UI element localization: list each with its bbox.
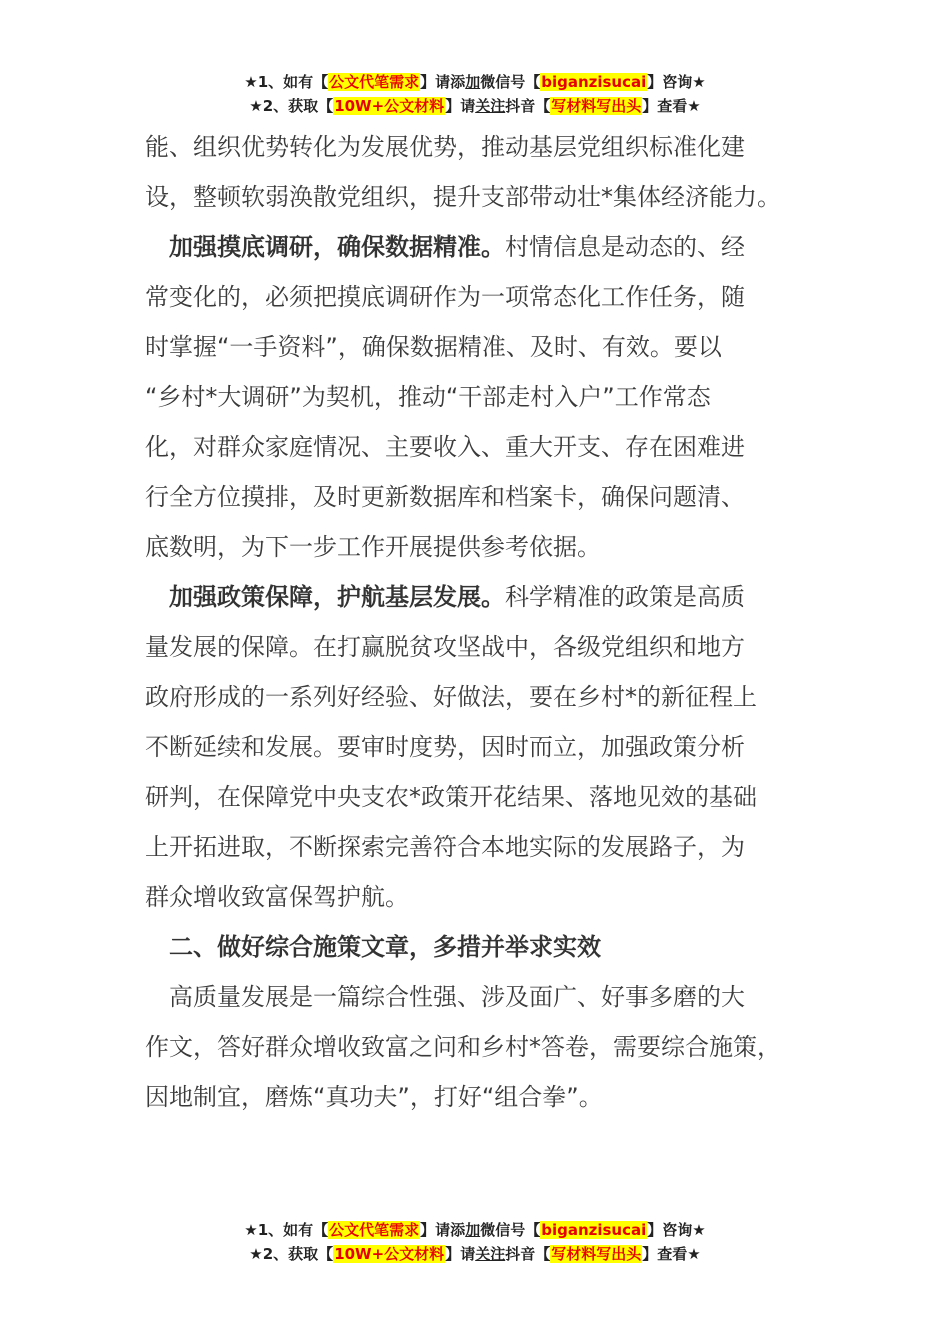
text-line: 不断延续和发展。要审时度势，因时而立，加强政策分析 — [145, 733, 745, 761]
paragraph-1 — [145, 122, 810, 222]
highlight-douyin: 写材料写出头 — [551, 97, 642, 115]
banner-line-1 — [0, 1218, 950, 1242]
document-body — [145, 122, 810, 1122]
highlight-service: 公文代笔需求 — [329, 1221, 420, 1239]
text-line: 量发展的保障。在打赢脱贫攻坚战中，各级党组织和地方 — [145, 633, 745, 661]
text-line: “乡村*大调研”为契机，推动“干部走村入户”工作常态 — [145, 383, 711, 411]
banner-text: ★1、如有【 — [244, 1221, 329, 1239]
highlight-service: 公文代笔需求 — [329, 73, 420, 91]
text-fragment: 科学精准的政策是高质 — [505, 583, 745, 611]
banner-text: ★2、获取【 — [249, 1245, 334, 1263]
heading-text: 二、做好综合施策文章，多措并举求实效 — [169, 933, 601, 961]
text-line: 政府形成的一系列好经验、好做法，要在乡村*的新征程上 — [145, 683, 757, 711]
banner-text: 】查看★ — [642, 1245, 701, 1263]
banner-text: 】请添 — [420, 1221, 466, 1239]
text-line: 群众增收致富保驾护航。 — [145, 883, 409, 911]
underlined-text: 关注 — [475, 1245, 506, 1263]
header-banner — [0, 70, 950, 118]
text-line: 化，对群众家庭情况、主要收入、重大开支、存在困难进 — [145, 433, 745, 461]
banner-text: 】请 — [445, 1245, 476, 1263]
text-fragment: 村情信息是动态的、经 — [505, 233, 745, 261]
underlined-text: 加 — [465, 1221, 481, 1239]
text-line — [145, 972, 810, 1022]
highlight-wechat-id: biganzisucai — [541, 73, 647, 91]
banner-text: ★1、如有【 — [244, 73, 329, 91]
text-line: 行全方位摸排，及时更新数据库和档案卡，确保问题清、 — [145, 483, 745, 511]
text-line: 能、组织优势转化为发展优势，推动基层党组织标准化建 — [145, 133, 745, 161]
banner-text: 】请 — [445, 97, 476, 115]
text-line — [145, 922, 810, 972]
banner-line-1 — [0, 70, 950, 94]
underlined-text: 加 — [465, 73, 481, 91]
banner-line-2 — [0, 94, 950, 118]
text-fragment: 高质量发展是一篇综合性强、涉及面广、好事多磨的大 — [169, 983, 745, 1011]
text-line — [145, 572, 810, 622]
paragraph-lead: 加强政策保障，护航基层发展。 — [169, 583, 505, 611]
banner-text: 】咨询★ — [647, 1221, 706, 1239]
paragraph-3 — [145, 572, 810, 922]
banner-text: 】请添 — [420, 73, 466, 91]
highlight-wechat-id: biganzisucai — [541, 1221, 647, 1239]
banner-text: 抖音【 — [505, 1245, 551, 1263]
text-line: 常变化的，必须把摸底调研作为一项常态化工作任务，随 — [145, 283, 745, 311]
highlight-materials: 10W+公文材料 — [334, 1245, 445, 1263]
paragraph-4 — [145, 972, 810, 1122]
text-line: 研判，在保障党中央支农*政策开花结果、落地见效的基础 — [145, 783, 757, 811]
text-line: 设，整顿软弱涣散党组织，提升支部带动壮*集体经济能力。 — [145, 183, 781, 211]
text-line: 底数明，为下一步工作开展提供参考依据。 — [145, 533, 601, 561]
text-line: 作文，答好群众增收致富之问和乡村*答卷，需要综合施策， — [145, 1033, 781, 1061]
underlined-text: 关注 — [475, 97, 506, 115]
banner-text: ★2、获取【 — [249, 97, 334, 115]
highlight-douyin: 写材料写出头 — [551, 1245, 642, 1263]
paragraph-2 — [145, 222, 810, 572]
highlight-materials: 10W+公文材料 — [334, 97, 445, 115]
paragraph-lead: 加强摸底调研，确保数据精准。 — [169, 233, 505, 261]
text-line: 因地制宜，磨炼“真功夫”，打好“组合拳”。 — [145, 1083, 603, 1111]
banner-line-2 — [0, 1242, 950, 1266]
banner-text: 抖音【 — [505, 97, 551, 115]
footer-banner — [0, 1218, 950, 1266]
banner-text: 微信号【 — [480, 73, 541, 91]
text-line — [145, 222, 810, 272]
text-line: 上开拓进取，不断探索完善符合本地实际的发展路子，为 — [145, 833, 745, 861]
banner-text: 】查看★ — [642, 97, 701, 115]
section-heading — [145, 922, 810, 972]
text-line: 时掌握“一手资料”，确保数据精准、及时、有效。要以 — [145, 333, 722, 361]
banner-text: 微信号【 — [480, 1221, 541, 1239]
banner-text: 】咨询★ — [647, 73, 706, 91]
